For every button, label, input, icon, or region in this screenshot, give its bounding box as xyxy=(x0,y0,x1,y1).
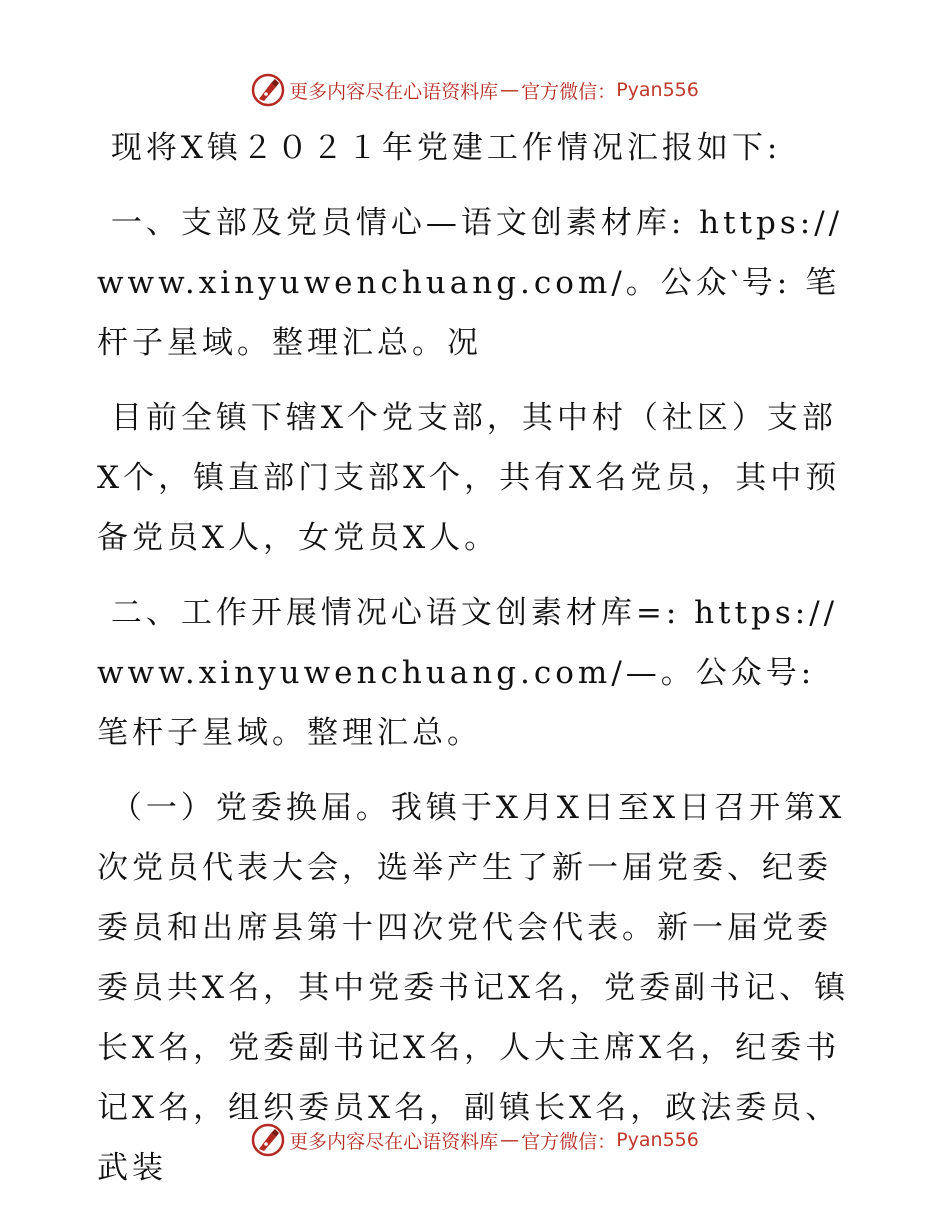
pen-nib-logo-icon xyxy=(251,73,285,107)
watermark-account: Pyan556 xyxy=(616,79,699,101)
watermark-account: Pyan556 xyxy=(616,1129,699,1151)
document-body xyxy=(97,118,857,1213)
branch-overview-paragraph: 目前全镇下辖X个党支部，其中村（社区）支部X个，镇直部门支部X个，共有X名党员，其中预备党员X人，女党员X人。 xyxy=(97,400,841,556)
intro-paragraph: 现将X镇２０２１年党建工作情况汇报如下: xyxy=(97,130,782,166)
watermark-banner-top xyxy=(0,70,950,110)
committee-election-paragraph: （一）党委换届。我镇于X月X日至X日召开第X次党员代表大会，选举产生了新一届党委、纪委委员和出席县第十四次党代会代表。新一届党委委员共X名，其中党委书记X名，党委副书记、镇长X名，党委副书记X名，人大主席X名，纪委书记X名，组织委员X名，副镇长X名，政法委员、武装 xyxy=(97,790,850,1186)
watermark-text: 更多内容尽在心语资料库 xyxy=(289,80,499,103)
section-one-heading: 一、支部及党员情心—语文创素材库: https://www.xinyuwenchuang.com/。公众‵号: 笔杆子星域。整理汇总。况 xyxy=(97,205,844,361)
watermark-text: 更多内容尽在心语资料库 xyxy=(289,1130,499,1153)
watermark-label: 官方微信： xyxy=(521,80,617,103)
watermark-banner-bottom xyxy=(0,1120,950,1160)
pen-nib-logo-icon xyxy=(251,1123,285,1157)
watermark-label: 官方微信： xyxy=(521,1130,617,1153)
watermark-separator: — xyxy=(500,79,520,101)
watermark-separator: — xyxy=(500,1129,520,1151)
section-two-heading: 二、工作开展情况心语文创素材库=: https://www.xinyuwenchuang.com/—。公众号: 笔杆子星域。整理汇总。 xyxy=(97,595,839,751)
